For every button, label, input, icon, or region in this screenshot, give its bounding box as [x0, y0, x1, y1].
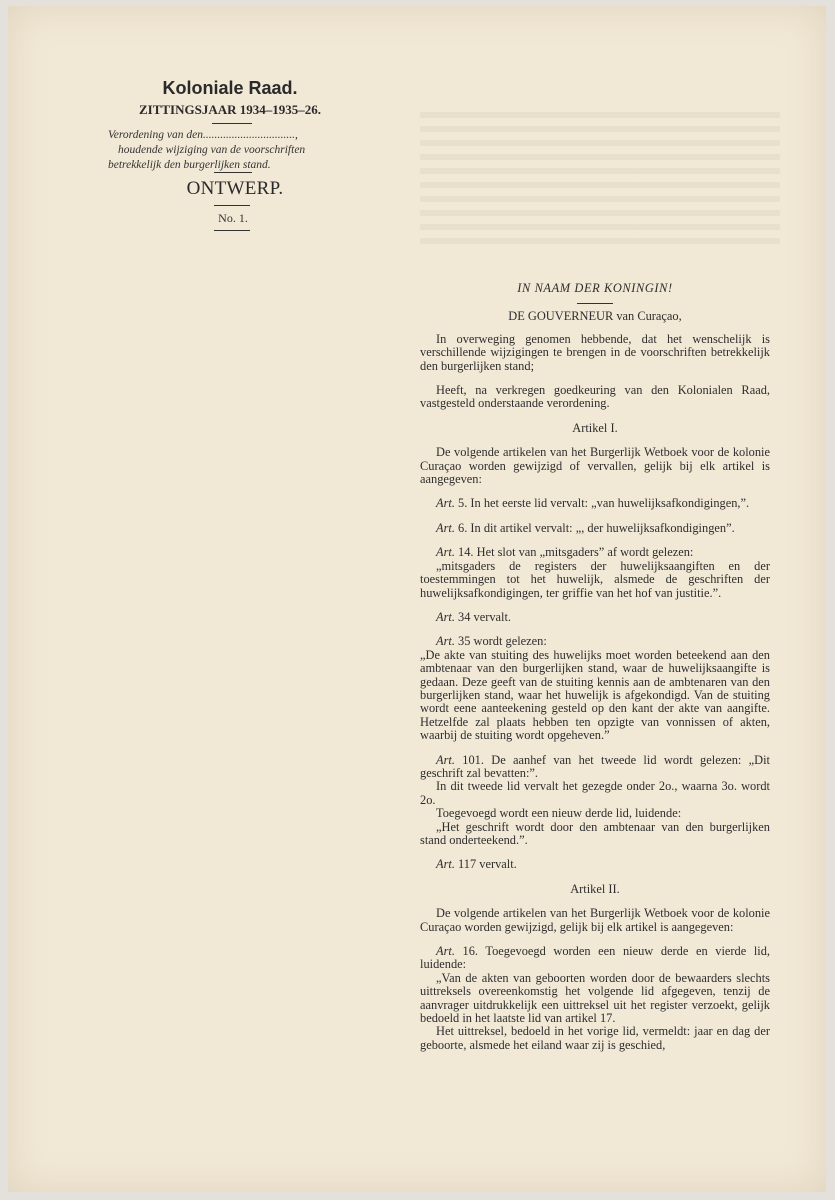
article-clause	[420, 754, 770, 781]
header-divider	[214, 172, 252, 173]
art-label: Art.	[436, 857, 455, 872]
preamble-paragraph: In overweging genomen hebbende, dat het wenschelijk is verschillende wijzigingen te brengen in de voorschriften betrekkelijk den burgerlijken stand;	[420, 331, 770, 373]
article-heading: Artikel II.	[570, 881, 620, 896]
article-clause	[420, 522, 770, 535]
regulation-line: houdende wijziging van de voorschriften	[118, 144, 306, 156]
art-label: Art.	[436, 634, 455, 649]
article-intro: De volgende artikelen van het Burgerlijk Wetboek voor de kolonie Curaçao worden gewijzigd of vervallen, gelijk bij elk artikel is aangegeven:	[420, 445, 770, 487]
regulation-body	[420, 282, 770, 1052]
clause-text: 5. In het eerste lid vervalt: „van huwelijksafkondigingen,”.	[454, 496, 750, 511]
article-clause	[420, 635, 770, 648]
clause-quote: „Van de akten van geboorten worden door de bewaarders slechts uittreksels overeenkomstig het volgende lid afgegeven, tenzij de aanvrager uitdrukkelijk een uittreksel uit het register verzoekt, gelijk bedoeld in het laatste lid van artikel 17.	[420, 970, 770, 1026]
clause-text: 16. Toegevoegd worden een nieuw derde en vierde lid, luidende:	[420, 944, 770, 972]
article-intro: De volgende artikelen van het Burgerlijk Wetboek voor de kolonie Curaçao worden gewijzigd, gelijk bij elk artikel is aangegeven:	[420, 906, 770, 934]
draft-status: ONTWERP.	[186, 178, 284, 199]
regulation-subject	[108, 128, 368, 173]
clause-text: 6. In dit artikel vervalt: „, der huwelijksafkondigingen”.	[454, 520, 735, 535]
session-year: ZITTINGSJAAR 1934–1935–26.	[138, 102, 322, 117]
art-label: Art.	[436, 520, 455, 535]
clause-text: 14. Het slot van „mitsgaders” af wordt gelezen:	[454, 545, 694, 560]
clause-line: Toegevoegd wordt een nieuw derde lid, luidende:	[436, 806, 682, 821]
art-label: Art.	[436, 752, 455, 767]
preamble-paragraph: Heeft, na verkregen goedkeuring van den Kolonialen Raad, vastgesteld onderstaande verordening.	[420, 383, 770, 411]
article-clause	[420, 858, 770, 871]
art-label: Art.	[436, 545, 455, 560]
governor-line: DE GOUVERNEUR van Curaçao,	[508, 309, 682, 324]
clause-text: 34 vervalt.	[454, 609, 512, 624]
invocation-divider	[577, 303, 613, 304]
article-clause	[420, 611, 770, 624]
clause-line: Het uittreksel, bedoeld in het vorige lid, vermeldt: jaar en dag der geboorte, alsmede het eiland waar zij is geschied,	[420, 1024, 770, 1052]
header-divider	[214, 230, 250, 231]
clause-quote: „De akte van stuiting des huwelijks moet worden beteekend aan den ambtenaar van den burgerlijken stand, waar de huwelijksaangifte is gedaan. Deze geeft van de stuiting kennis aan de ambtenaren van den burgerlijken stand, waar het huwelijk is afgekondigd. Van de stuiting wordt eene aanteekening gesteld op den kant der akte van aangifte. Hetzelfde zal plaats hebben ten opzigte van vonnissen of akten, waarbij de stuiting wordt opgeheven.”	[420, 647, 770, 743]
clause-quote: „Het geschrift wordt door den ambtenaar van den burgerlijken stand onderteekend.”.	[420, 819, 770, 847]
bleed-through-text	[420, 112, 780, 252]
invocation: IN NAAM DER KONINGIN!	[517, 281, 673, 295]
clause-quote: „mitsgaders de registers der huwelijksaangiften en der toestemmingen tot het huwelijk, alsmede de geschriften der huwelijksafkondigingen, ter griffie van het hof van justitie.”.	[420, 558, 770, 600]
article-clause	[420, 546, 770, 559]
article-clause	[420, 945, 770, 972]
article-heading: Artikel I.	[572, 420, 618, 435]
council-title: Koloniale Raad.	[162, 78, 298, 98]
regulation-line: Verordening van den................................,	[108, 129, 298, 141]
regulation-line: betrekkelijk den burgerlijken stand.	[108, 159, 271, 171]
document-number: No. 1.	[218, 211, 248, 225]
header-divider	[214, 205, 250, 206]
art-label: Art.	[436, 496, 455, 511]
clause-text: 117 vervalt.	[454, 857, 517, 872]
clause-text: 35 wordt gelezen:	[454, 634, 547, 649]
header-divider	[212, 123, 252, 124]
clause-text: 101. De aanhef van het tweede lid wordt gelezen: „Dit geschrift zal bevatten:”.	[420, 752, 770, 780]
art-label: Art.	[436, 944, 455, 959]
article-clause	[420, 497, 770, 510]
art-label: Art.	[436, 609, 455, 624]
clause-line: In dit tweede lid vervalt het gezegde onder 2o., waarna 3o. wordt 2o.	[420, 779, 770, 807]
